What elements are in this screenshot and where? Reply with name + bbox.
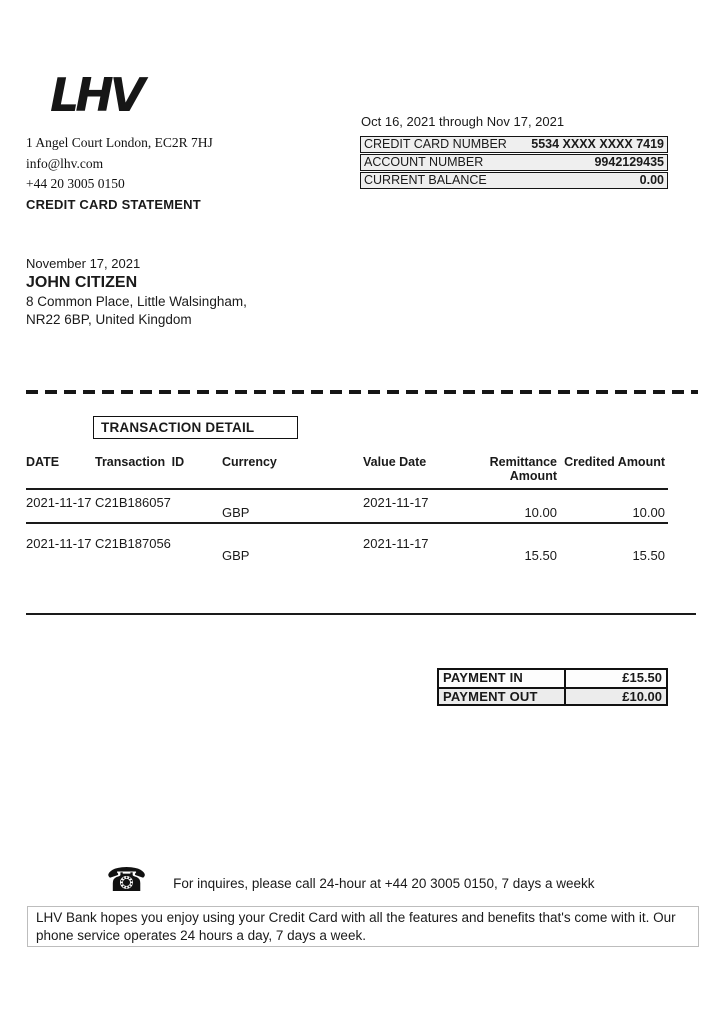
customer-block	[26, 256, 247, 329]
bank-phone: +44 20 3005 0150	[26, 176, 125, 191]
customer-name: JOHN CITIZEN	[26, 274, 138, 291]
cell-transaction-id: C21B187056	[95, 536, 171, 551]
cell-date: 2021-11-17	[26, 495, 92, 510]
cell-date: 2021-11-17	[26, 536, 92, 551]
payment-out-value: £10.00	[622, 689, 662, 704]
payment-in-label: PAYMENT IN	[439, 670, 566, 687]
payment-summary-table	[437, 668, 668, 706]
closing-note: LHV Bank hopes you enjoy using your Credit Card with all the features and benefits that's come with it. Our phone service operates 24 hours a day, 7 days a week.	[36, 910, 676, 943]
account-summary-table	[360, 136, 668, 190]
summary-label: CREDIT CARD NUMBER	[364, 136, 507, 151]
summary-value: 9942129435	[594, 154, 664, 169]
summary-label: ACCOUNT NUMBER	[364, 154, 484, 169]
payment-out-label: PAYMENT OUT	[439, 689, 566, 704]
dashed-divider	[26, 390, 698, 394]
summary-value: 5534 XXXX XXXX 7419	[531, 136, 664, 151]
lhv-logo: LHV	[50, 68, 142, 122]
bank-address-block	[26, 133, 213, 195]
column-header-currency: Currency	[222, 455, 277, 469]
customer-statement-date: November 17, 2021	[26, 256, 141, 271]
column-header-transaction-id: Transaction ID	[95, 455, 185, 469]
summary-value: 0.00	[639, 172, 664, 187]
payment-in-row	[439, 670, 666, 687]
phone-icon: ☎	[106, 861, 148, 898]
inquiry-line	[106, 862, 595, 898]
table-row	[26, 524, 668, 564]
cell-currency: GBP	[222, 548, 250, 563]
table-row	[26, 490, 668, 524]
summary-row-account-number	[360, 154, 668, 171]
cell-remittance-amount: 10.00	[524, 505, 557, 520]
statement-period: Oct 16, 2021 through Nov 17, 2021	[361, 114, 565, 129]
cell-credited-amount: 10.00	[632, 505, 665, 520]
cell-value-date: 2021-11-17	[363, 536, 429, 551]
column-header-date: DATE	[26, 455, 60, 469]
customer-address-line2: NR22 6BP, United Kingdom	[26, 312, 192, 327]
summary-row-credit-card-number	[360, 136, 668, 153]
bank-email: info@lhv.com	[26, 155, 104, 171]
column-header-value-date: Value Date	[363, 455, 427, 469]
cell-transaction-id: C21B186057	[95, 495, 171, 510]
customer-address-line1: 8 Common Place, Little Walsingham,	[26, 294, 247, 309]
column-header-remittance-amount: Remittance Amount	[489, 455, 557, 483]
closing-note-box	[27, 906, 699, 947]
payment-in-value: £15.50	[622, 670, 662, 685]
bank-street-address: 1 Angel Court London, EC2R 7HJ	[26, 135, 213, 150]
cell-remittance-amount: 15.50	[524, 548, 557, 563]
cell-value-date: 2021-11-17	[363, 495, 429, 510]
summary-row-current-balance	[360, 172, 668, 189]
section-end-line	[26, 613, 696, 615]
statement-title: CREDIT CARD STATEMENT	[26, 197, 201, 212]
transaction-detail-section-title: TRANSACTION DETAIL	[93, 416, 298, 439]
payment-out-row	[439, 687, 666, 704]
cell-credited-amount: 15.50	[632, 548, 665, 563]
inquiry-note: For inquires, please call 24-hour at +44 20 3005 0150, 7 days a weekk	[173, 875, 595, 891]
transaction-table	[26, 449, 668, 564]
summary-label: CURRENT BALANCE	[364, 172, 487, 187]
transaction-table-header	[26, 449, 668, 490]
cell-currency: GBP	[222, 505, 250, 520]
column-header-credited-amount: Credited Amount	[564, 455, 665, 469]
